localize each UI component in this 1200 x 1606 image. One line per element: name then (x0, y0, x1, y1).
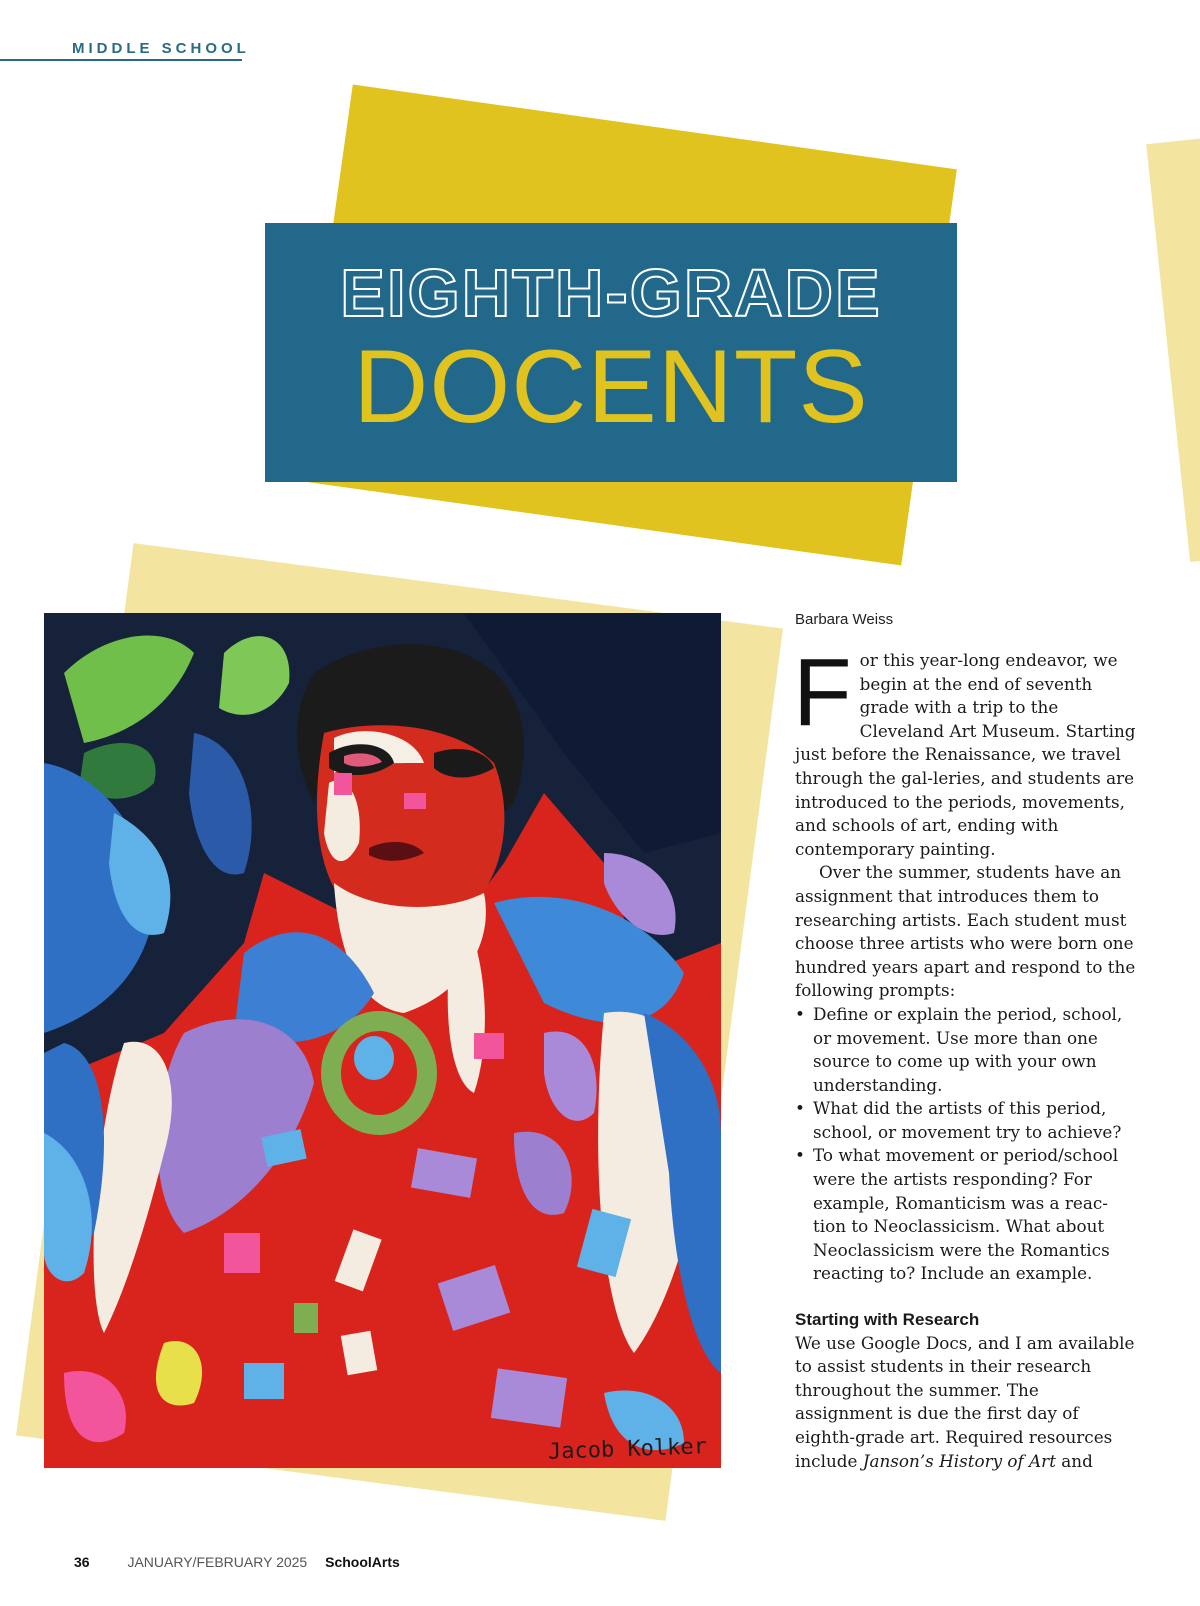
page-footer (74, 1554, 400, 1570)
title-line-2: DOCENTS (353, 329, 869, 445)
student-painting (44, 613, 721, 1468)
paragraph-3 (795, 1332, 1137, 1474)
issue-date: JANUARY/FEBRUARY 2025 (127, 1554, 308, 1570)
title-box (265, 223, 957, 482)
byline: Barbara Weiss (795, 611, 894, 628)
list-item: • To what movement or period/school were the artists responding? For example, Romanticism was a reac-tion to Neoclassicism. What about Neoclassicism were the Romantics reacting to? Include an example. (795, 1144, 1137, 1286)
page-number: 36 (74, 1554, 90, 1570)
section-rule (0, 59, 242, 61)
title-line-1: EIGHTH-GRADE (340, 256, 882, 331)
list-item: • Define or explain the period, school, or movement. Use more than one source to come up with your own understanding. (795, 1003, 1137, 1097)
decorative-yellow-strip (1146, 138, 1200, 562)
portrait-painting-image (44, 613, 721, 1468)
paragraph-3-end: and (1055, 1450, 1093, 1471)
drop-cap: F (793, 639, 852, 746)
painting-signature: Jacob Kolker (547, 1434, 708, 1465)
section-label: MIDDLE SCHOOL (72, 40, 250, 57)
paragraph-1 (793, 639, 1137, 861)
book-title: Janson’s History of Art (862, 1450, 1056, 1471)
paragraph-1-text: or this year-long endeavor, we begin at the end of seventh grade with a trip to the Cleveland Art Museum. Starting just before the Renaissance, we travel through the gal-leries, and students are introduced to the periods, movements, and schools of art, ending with contemporary painting. (795, 650, 1136, 859)
article-body (793, 639, 1137, 1473)
paragraph-3-text: We use Google Docs, and I am available to assist students in their research throughout the summer. The assignment is due the first day of eighth-grade art. Required resources include (795, 1332, 1135, 1471)
prompt-list (795, 1003, 1137, 1286)
paragraph-2: Over the summer, students have an assignment that introduces them to researching artists. Each student must choose three artists who were born one hundred years apart and respond to the following prompts: (795, 862, 1136, 1001)
magazine-name: SchoolArts (325, 1554, 400, 1570)
list-item: • What did the artists of this period, school, or movement try to achieve? (795, 1097, 1137, 1144)
subheading: Starting with Research (795, 1310, 980, 1330)
